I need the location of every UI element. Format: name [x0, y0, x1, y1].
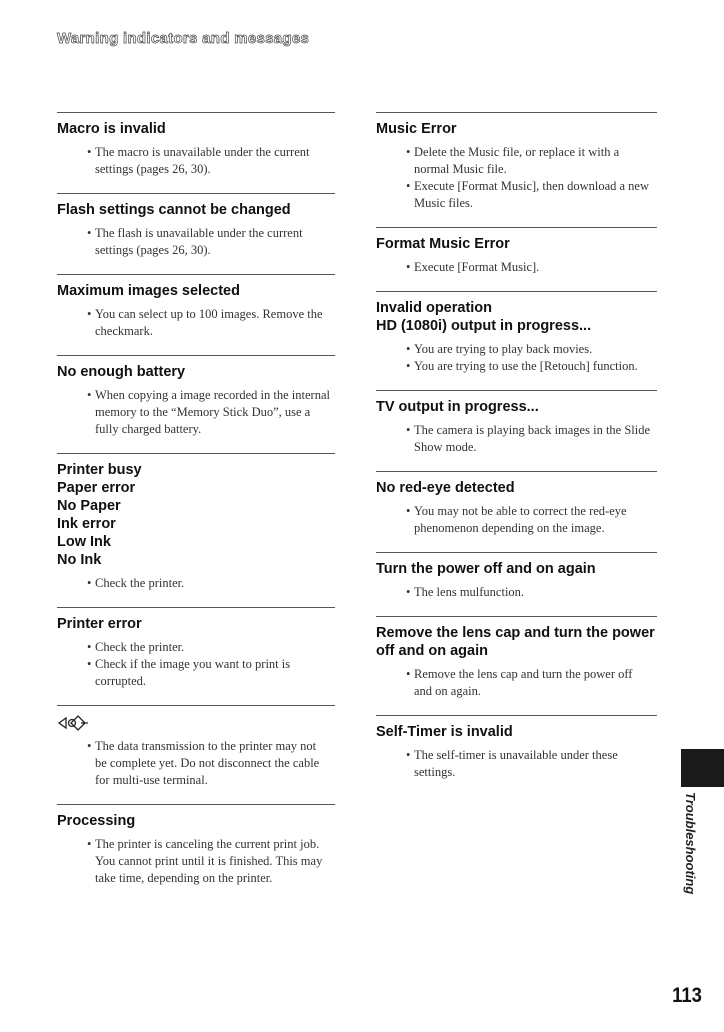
- bullet-item: • The data transmission to the printer may not be complete yet. Do not disconnect the cable for multi-use terminal.: [87, 738, 335, 789]
- message-heading-line: Remove the lens cap and turn the power off and on again: [376, 625, 655, 659]
- message-heading-line: Invalid operation: [376, 300, 493, 316]
- bullet-list: [57, 738, 335, 789]
- message-heading-line: Paper error: [57, 480, 136, 496]
- message-heading-line: No enough battery: [57, 364, 186, 380]
- bullet-item: • The self-timer is unavailable under these settings.: [406, 747, 657, 781]
- bullet-list: [376, 341, 657, 375]
- message-section: [376, 112, 657, 227]
- bullet-list: [57, 225, 335, 259]
- bullet-item: • Execute [Format Music].: [406, 259, 657, 276]
- bullet-list: [57, 387, 335, 438]
- message-heading: [376, 398, 657, 416]
- message-section: [57, 112, 335, 193]
- bullet-item: • You are trying to play back movies.: [406, 341, 657, 358]
- bullet-list: [376, 259, 657, 276]
- message-section: [57, 705, 335, 804]
- bullet-item: • Execute [Format Music], then download a new Music files.: [406, 178, 657, 212]
- bullet-list: [57, 836, 335, 887]
- bullet-item: • Check if the image you want to print is corrupted.: [87, 656, 335, 690]
- message-heading: [57, 615, 335, 633]
- message-heading: [376, 120, 657, 138]
- bullet-item: • The macro is unavailable under the current settings (pages 26, 30).: [87, 144, 335, 178]
- message-heading-line: Maximum images selected: [57, 283, 240, 299]
- bullet-list: [376, 747, 657, 781]
- message-heading-line: HD (1080i) output in progress...: [376, 318, 592, 334]
- page-header-title: Warning indicators and messages: [57, 30, 310, 47]
- bullet-item: • The lens mulfunction.: [406, 584, 657, 601]
- message-section: [57, 193, 335, 274]
- bullet-item: • You may not be able to correct the red-eye phenomenon depending on the image.: [406, 503, 657, 537]
- message-section: [376, 291, 657, 390]
- message-heading-line: No red-eye detected: [376, 480, 515, 496]
- message-heading: [376, 299, 657, 335]
- bullet-item: • Check the printer.: [87, 575, 335, 592]
- message-heading: [376, 560, 657, 578]
- page-number: 113: [672, 984, 702, 1007]
- message-section: [57, 274, 335, 355]
- bullet-list: [376, 584, 657, 601]
- bullet-list: [376, 422, 657, 456]
- message-heading-line: Flash settings cannot be changed: [57, 202, 291, 218]
- message-section: [57, 453, 335, 607]
- bullet-list: [57, 639, 335, 690]
- message-heading: [57, 812, 335, 830]
- data-transfer-icon: [57, 714, 91, 732]
- bullet-list: [57, 575, 335, 592]
- section-tab-marker: [681, 749, 724, 787]
- bullet-item: • Delete the Music file, or replace it with a normal Music file.: [406, 144, 657, 178]
- message-heading-line: No Ink: [57, 552, 102, 568]
- message-heading-line: Printer error: [57, 616, 142, 632]
- message-heading-line: TV output in progress...: [376, 399, 539, 415]
- message-section: [376, 471, 657, 552]
- message-heading-line: No Paper: [57, 498, 121, 514]
- message-section: [57, 607, 335, 705]
- message-heading-line: Ink error: [57, 516, 116, 532]
- message-section: [57, 355, 335, 453]
- message-heading: [57, 282, 335, 300]
- bullet-list: [376, 144, 657, 212]
- bullet-list: [376, 666, 657, 700]
- message-section: [376, 552, 657, 616]
- message-section: [57, 804, 335, 902]
- bullet-item: • You can select up to 100 images. Remove the checkmark.: [87, 306, 335, 340]
- bullet-list: [376, 503, 657, 537]
- message-heading-line: Format Music Error: [376, 236, 510, 252]
- left-column: [57, 112, 335, 902]
- message-heading: [57, 201, 335, 219]
- bullet-item: • When copying a image recorded in the internal memory to the “Memory Stick Duo”, use a fully charged battery.: [87, 387, 335, 438]
- message-heading: [376, 479, 657, 497]
- message-heading: [57, 120, 335, 138]
- message-heading-line: Printer busy: [57, 462, 142, 478]
- bullet-item: • The flash is unavailable under the current settings (pages 26, 30).: [87, 225, 335, 259]
- bullet-list: [57, 144, 335, 178]
- message-heading-line: Music Error: [376, 121, 457, 137]
- message-section: [376, 227, 657, 291]
- message-heading-line: Turn the power off and on again: [376, 561, 596, 577]
- message-heading-line: Processing: [57, 813, 136, 829]
- message-section: [376, 715, 657, 796]
- message-heading: [57, 461, 335, 569]
- message-heading-line: Self-Timer is invalid: [376, 724, 513, 740]
- bullet-item: • Remove the lens cap and turn the power off and on again.: [406, 666, 657, 700]
- bullet-item: • You are trying to use the [Retouch] function.: [406, 358, 657, 375]
- message-heading-line: Macro is invalid: [57, 121, 166, 137]
- message-heading: [57, 363, 335, 381]
- section-tab-label: Troubleshooting: [683, 792, 698, 895]
- message-heading: [376, 624, 657, 660]
- message-heading: [376, 723, 657, 741]
- bullet-item: • The printer is canceling the current print job. You cannot print until it is finished. This may take time, depending on the printer.: [87, 836, 335, 887]
- message-heading-line: Low Ink: [57, 534, 111, 550]
- bullet-item: • Check the printer.: [87, 639, 335, 656]
- message-heading: [376, 235, 657, 253]
- message-section: [376, 616, 657, 715]
- message-section: [376, 390, 657, 471]
- bullet-list: [57, 306, 335, 340]
- right-column: [376, 112, 657, 796]
- bullet-item: • The camera is playing back images in the Slide Show mode.: [406, 422, 657, 456]
